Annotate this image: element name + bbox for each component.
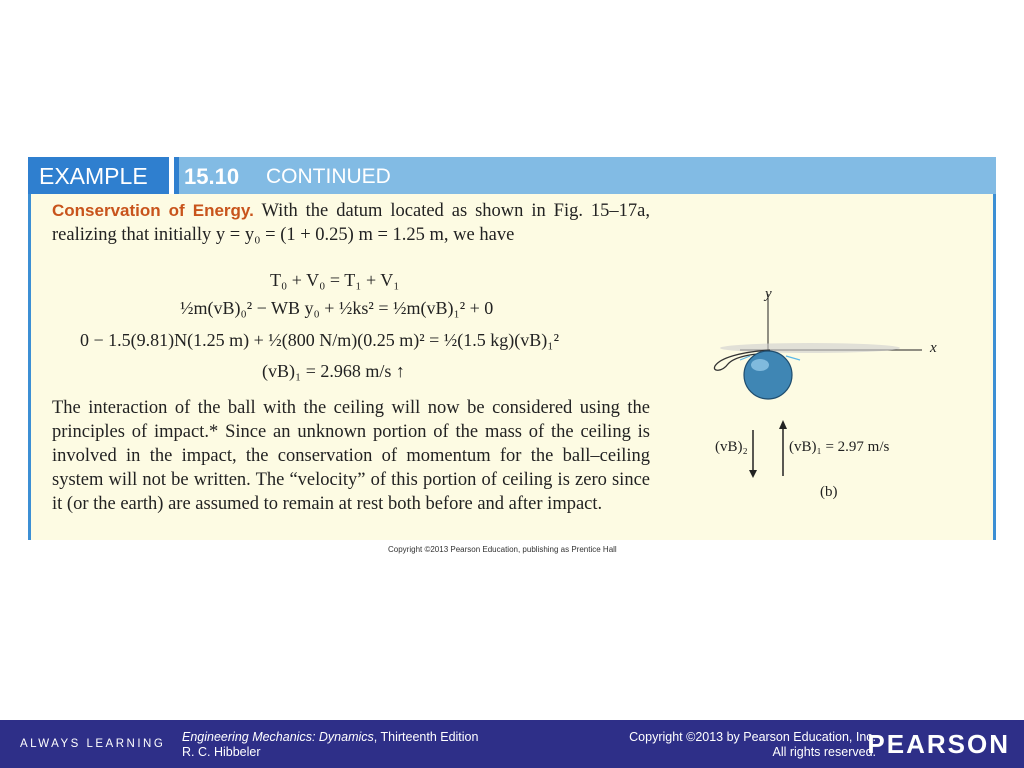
v2-arrow-head — [749, 470, 757, 478]
banner-example-number: 15.10 — [184, 164, 240, 189]
energy-paragraph — [52, 199, 650, 247]
copyright-line-1: Copyright ©2013 by Pearson Education, Inc. — [629, 730, 876, 744]
footer-copyright — [629, 730, 876, 760]
v1-arrow-head — [779, 420, 787, 429]
equation-4: (vB)₁ = 2.968 m/s ↑ — [262, 361, 405, 381]
x-axis-label: x — [930, 340, 937, 356]
ball-highlight — [751, 359, 769, 371]
banner-separator — [169, 157, 174, 194]
footer-book-info — [182, 730, 478, 760]
energy-body: With the datum located as shown in Fig. 15–17a, realizing that initially y = y₀ = (1 + 0.25) m = 1.25 m, we have — [52, 201, 651, 245]
example-banner — [28, 157, 996, 194]
equation-2: ½m(vB)₀² − WB y₀ + ½ks² = ½m(vB)₁² + 0 — [180, 298, 494, 318]
book-title: Engineering Mechanics: Dynamics — [182, 730, 374, 744]
ceiling-shadow — [720, 343, 900, 353]
v1-label: (vB)₁ = 2.97 m/s — [789, 439, 890, 455]
equation-1: T₀ + V₀ = T₁ + V₁ — [270, 270, 400, 290]
footer-bar — [0, 720, 1024, 768]
impact-paragraph: The interaction of the ball with the ceiling will now be considered using the principles of impact.* Since an unknown portion of the mass of the ceiling is involved in the impact, the conservation of momentum for the ball–ceiling system will not be written. The “velocity” of this portion of ceiling is zero since it (or the earth) are assumed to remain at rest both before and after impact. — [52, 398, 650, 514]
book-edition: , Thirteenth Edition — [373, 730, 479, 744]
v2-label: (vB)₂ — [715, 439, 748, 455]
book-author: R. C. Hibbeler — [182, 745, 261, 759]
impact-mark-1 — [786, 356, 800, 360]
banner-continued-label: CONTINUED — [266, 165, 391, 188]
figure-caption: (b) — [820, 484, 838, 500]
pearson-logo: PEARSON — [867, 729, 1010, 759]
y-axis-label: y — [765, 286, 772, 302]
copyright-line-2: All rights reserved. — [772, 745, 876, 759]
copyright-line: Copyright ©2013 Pearson Education, publishing as Prentice Hall — [388, 545, 617, 554]
energy-heading: Conservation of Energy. — [52, 201, 254, 220]
banner-example-label: EXAMPLE — [28, 157, 179, 194]
footer-tagline: ALWAYS LEARNING — [20, 738, 166, 750]
equation-3: 0 − 1.5(9.81)N(1.25 m) + ½(800 N/m)(0.25 m)² = ½(1.5 kg)(vB)₁² — [80, 330, 559, 350]
ball — [744, 351, 792, 399]
